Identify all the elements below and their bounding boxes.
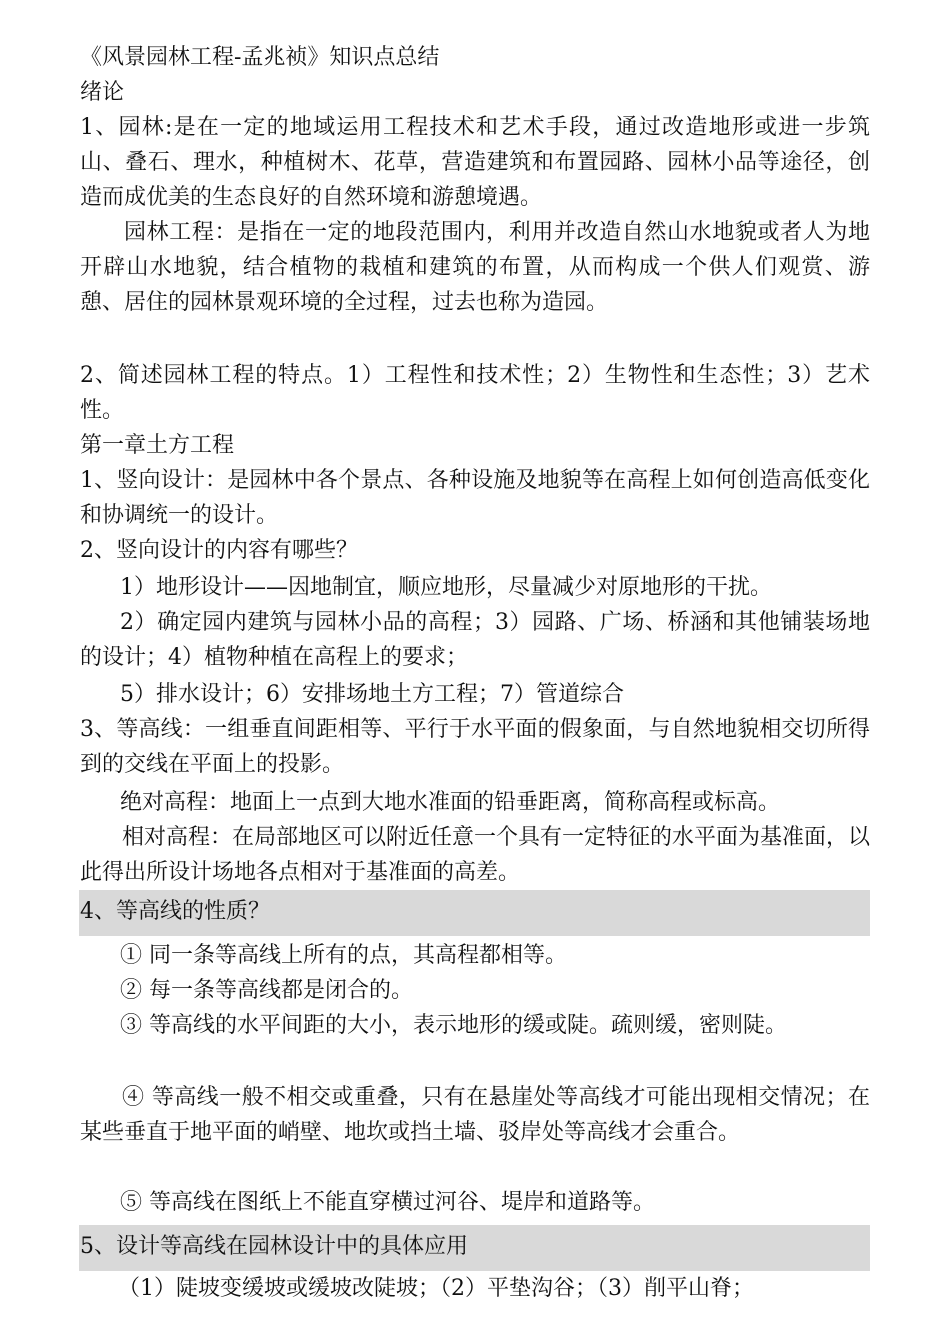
list-item: 1）地形设计——因地制宜，顺应地形，尽量减少对原地形的干扰。 (120, 575, 772, 600)
list-item: ③ 等高线的水平间距的大小，表示地形的缓或陡。疏则缓，密则陡。 (120, 1013, 787, 1038)
question-contour-application: 5、设计等高线在园林设计中的具体应用 (80, 1234, 468, 1259)
list-item: ① 同一条等高线上所有的点，其高程都相等。 (120, 943, 567, 968)
list-item: 5）排水设计；6）安排场地土方工程；7）管道综合 (120, 682, 624, 707)
chapter-heading-earthwork: 第一章土方工程 (80, 433, 235, 458)
question-contour-properties: 4、等高线的性质？ (80, 899, 270, 924)
paragraph-garden-engineering: 园林工程：是指在一定的地段范围内，利用并改造自然山水地貌或者人为地开辟山水地貌，结合植物的栽植和建筑的布置，从而构成一个供人们观赏、游憩、居住的园林景观环境的全过程，过去也称为造园。 (80, 220, 870, 315)
paragraph-garden-definition: 1、园林:是在一定的地域运用工程技术和艺术手段，通过改造地形或进一步筑山、叠石、理水，种植树木、花草，营造建筑和布置园路、园林小品等途径，创造而成优美的生态良好的自然环境和游憩境遇。 (80, 115, 870, 210)
list-item: ⑤ 等高线在图纸上不能直穿横过河谷、堤岸和道路等。 (120, 1190, 655, 1215)
section-heading-intro: 绪论 (80, 80, 125, 105)
list-item: ④ 等高线一般不相交或重叠，只有在悬崖处等高线才可能出现相交情况；在某些垂直于地平面的峭壁、地坎或挡土墙、驳岸处等高线才会重合。 (80, 1085, 870, 1145)
question-vertical-design-content: 2、竖向设计的内容有哪些？ (80, 538, 358, 563)
paragraph-vertical-design: 1、竖向设计：是园林中各个景点、各种设施及地貌等在高程上如何创造高低变化和协调统一的设计。 (80, 468, 870, 528)
list-item: ② 每一条等高线都是闭合的。 (120, 978, 413, 1003)
paragraph-engineering-features: 2、简述园林工程的特点。1）工程性和技术性；2）生物性和生态性；3）艺术性。 (80, 363, 870, 423)
list-item: 2）确定园内建筑与园林小品的高程；3）园路、广场、桥涵和其他铺装场地的设计；4）植物种植在高程上的要求； (80, 610, 870, 670)
paragraph-contour-definition: 3、等高线：一组垂直间距相等、平行于水平面的假象面，与自然地貌相交切所得到的交线在平面上的投影。 (80, 717, 870, 777)
list-item: （1）陡坡变缓坡或缓坡改陡坡；（2）平垫沟谷；（3）削平山脊； (118, 1276, 754, 1301)
paragraph-absolute-elevation: 绝对高程：地面上一点到大地水准面的铅垂距离，简称高程或标高。 (120, 790, 781, 815)
paragraph-relative-elevation: 相对高程：在局部地区可以附近任意一个具有一定特征的水平面为基准面，以此得出所设计场地各点相对于基准面的高差。 (80, 825, 871, 885)
document-title: 《风景园林工程-孟兆祯》知识点总结 (80, 45, 440, 70)
